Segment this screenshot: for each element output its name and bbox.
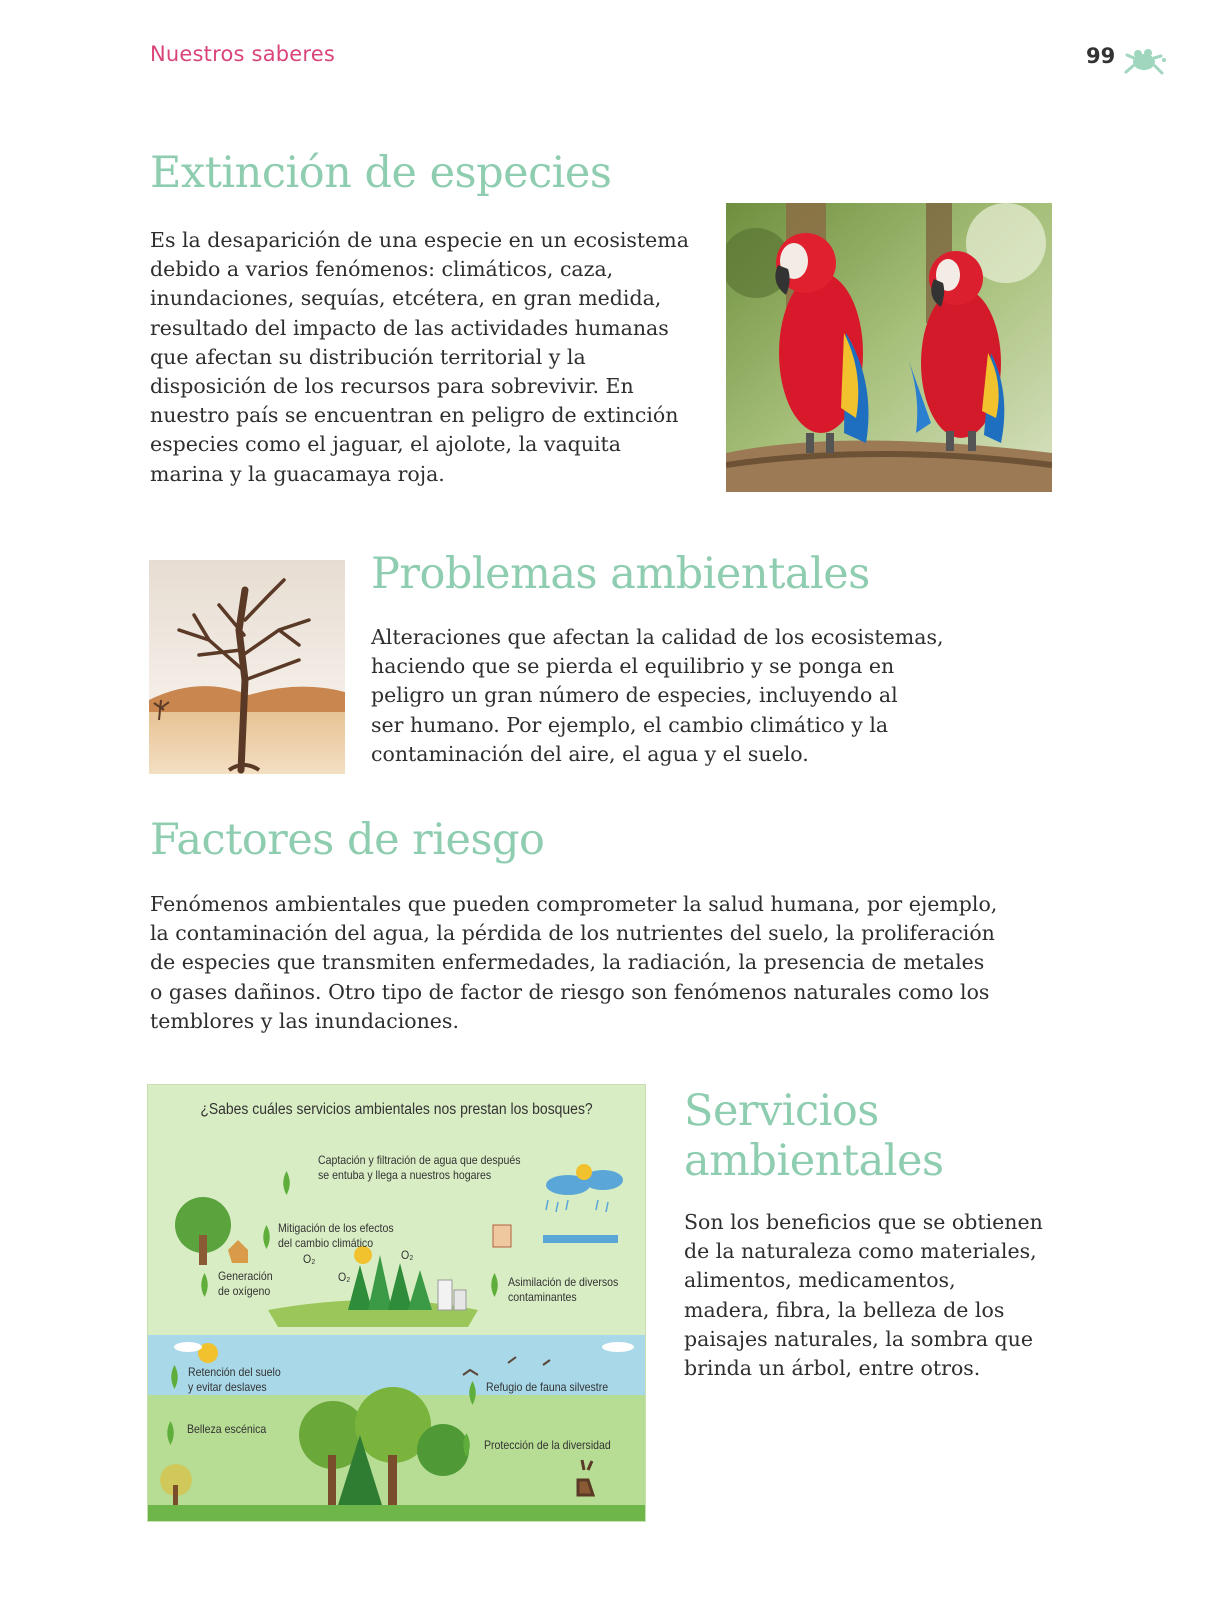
leaf-icon (488, 1273, 501, 1297)
label-line: Mitigación de los efectos (278, 1221, 394, 1235)
label-line: Retención del suelo (188, 1365, 281, 1379)
text-line: marina y la guacamaya roja. (150, 461, 445, 486)
text-line: temblores y las inundaciones. (150, 1008, 459, 1033)
infographic-title: ¿Sabes cuáles servicios ambientales nos prestan los bosques? (200, 1101, 593, 1118)
label-belleza: Belleza escénica (187, 1422, 267, 1436)
text-line: ser humano. Por ejemplo, el cambio climático y la (371, 712, 889, 737)
text-line: contaminación del aire, el agua y el suelo. (371, 741, 809, 766)
forest-services-infographic (147, 1084, 646, 1522)
leaf-icon (164, 1421, 177, 1445)
text-line: peligro un gran número de especies, incluyendo al (371, 683, 898, 708)
text-line: que afectan su distribución territorial y la (150, 344, 586, 369)
text-line: Es la desaparición de una especie en un ecosistema (150, 228, 689, 252)
running-head: Nuestros saberes (150, 42, 336, 66)
extincion-paragraph (150, 226, 710, 489)
label-line: contaminantes (508, 1290, 577, 1304)
text-line: haciendo que se pierda el equilibrio y se ponga en (371, 654, 895, 679)
label-line: Asimilación de diversos (508, 1275, 619, 1289)
text-line: nuestro país se encuentran en peligro de extinción (150, 403, 679, 428)
label-captacion (318, 1153, 521, 1183)
factores-paragraph (150, 890, 1050, 1036)
o2-label: O₂ (338, 1270, 351, 1284)
label-asimilacion (508, 1275, 618, 1305)
text-line: disposición de los recursos para sobrevivir. En (150, 374, 634, 399)
label-line: de oxígeno (218, 1284, 271, 1298)
label-proteccion: Protección de la diversidad (484, 1438, 611, 1452)
text-line: inundaciones, sequías, etcétera, en gran medida, (150, 286, 662, 311)
label-line: y evitar deslaves (188, 1380, 267, 1394)
text-line: paisajes naturales, la sombra que (684, 1326, 1034, 1351)
text-line: debido a varios fenómenos: climáticos, caza, (150, 257, 614, 282)
label-generacion (218, 1269, 273, 1299)
section-title-factores: Factores de riesgo (150, 815, 545, 865)
leaf-icon (460, 1433, 473, 1457)
dead-tree-desert-photo (149, 560, 345, 774)
o2-label: O₂ (303, 1252, 316, 1266)
leaf-icon (260, 1225, 273, 1249)
section-title-extincion: Extinción de especies (150, 148, 612, 198)
leaf-icon (168, 1365, 181, 1389)
o2-label: O₂ (401, 1248, 414, 1262)
leaf-icon (466, 1381, 479, 1405)
text-line: la contaminación del agua, la pérdida de los nutrientes del suelo, la proliferación (150, 921, 995, 946)
text-line: o gases dañinos. Otro tipo de factor de riesgo son fenómenos naturales como los (150, 979, 990, 1004)
servicios-paragraph (684, 1208, 1124, 1383)
text-line: brinda un árbol, entre otros. (684, 1356, 981, 1381)
label-mitigacion (278, 1221, 394, 1251)
text-line: madera, fibra, la belleza de los (684, 1297, 1005, 1322)
text-line: de especies que transmiten enfermedades, la radiación, la presencia de metales (150, 950, 985, 975)
leaf-icon (280, 1171, 293, 1195)
label-refugio: Refugio de fauna silvestre (486, 1380, 609, 1394)
frog-icon (1124, 46, 1166, 76)
text-line: Fenómenos ambientales que pueden comprometer la salud humana, por ejemplo, (150, 892, 998, 916)
text-line: especies como el jaguar, el ajolote, la vaquita (150, 432, 622, 457)
section-title-servicios-line2: ambientales (684, 1136, 944, 1186)
label-line: se entuba y llega a nuestros hogares (318, 1168, 492, 1182)
section-title-problemas: Problemas ambientales (371, 549, 870, 599)
text-line: Alteraciones que afectan la calidad de los ecosistemas, (371, 625, 944, 649)
label-line: Generación (218, 1269, 273, 1283)
text-line: resultado del impacto de las actividades humanas (150, 315, 669, 340)
label-retencion (188, 1365, 281, 1395)
page-number: 99 (1086, 44, 1116, 68)
text-line: alimentos, medicamentos, (684, 1268, 956, 1293)
text-line: de la naturaleza como materiales, (684, 1239, 1037, 1264)
scarlet-macaws-photo (726, 203, 1052, 492)
section-title-servicios-line1: Servicios (684, 1086, 879, 1136)
label-line: del cambio climático (278, 1236, 374, 1250)
leaf-icon (198, 1273, 211, 1297)
problemas-paragraph (371, 623, 1011, 769)
text-line: Son los beneficios que se obtienen (684, 1210, 1043, 1234)
label-line: Captación y filtración de agua que después (318, 1153, 521, 1167)
